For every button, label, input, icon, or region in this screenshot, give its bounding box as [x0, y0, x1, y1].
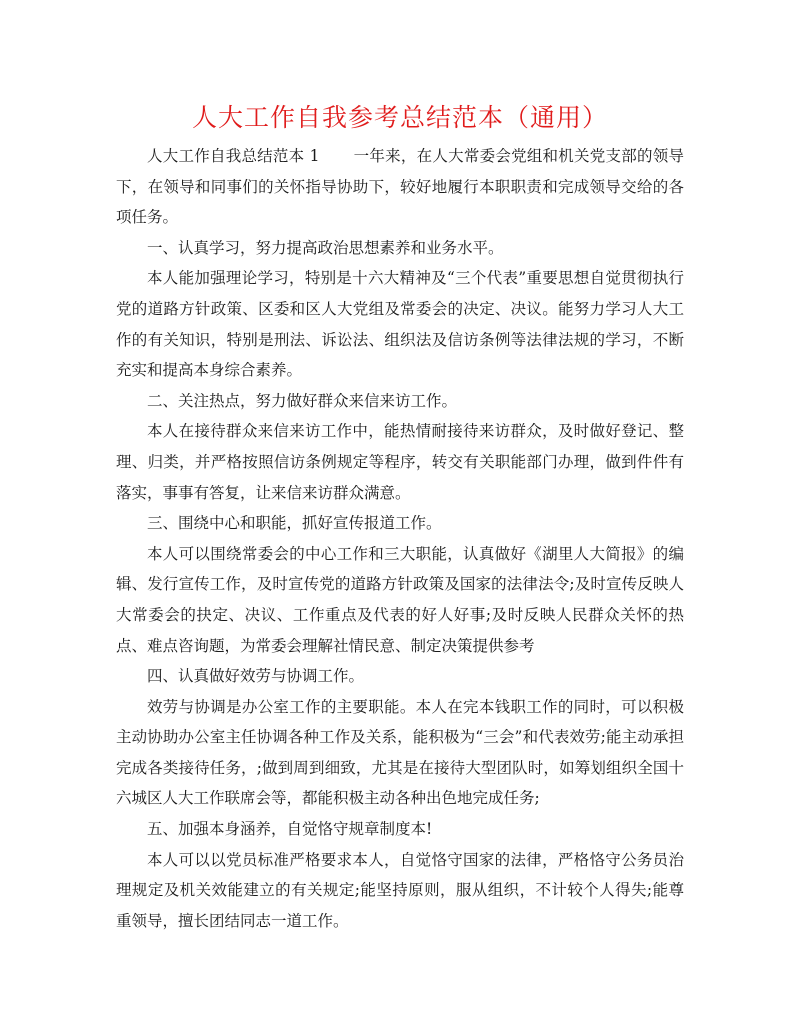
intro-text: 一年来，在人大常委会党组和机关党支部的领导下，在领导和同事们的关怀指导协助下，较好地履行本职职责和完成领导交给的各项任务。	[116, 147, 684, 227]
section-body-2: 本人在接待群众来信来访工作中，能热情耐接待来访群众，及时做好登记、整理、归类，并严格按照信访条例规定等程序，转交有关职能部门办理，做到件件有落实，事事有答复，让来信来访群众满意。	[116, 422, 684, 502]
section-heading-2: 二、关注热点，努力做好群众来信来访工作。	[147, 391, 458, 410]
section-body-1: 本人能加强理论学习，特别是十六大精神及“三个代表”重要思想自觉贯彻执行党的道路方针政策、区委和区人大党组及常委会的决定、决议。能努力学习人大工作的有关知识，特别是刑法、诉讼法、组织法及信访条例等法律法规的学习，不断充实和提高本身综合素养。	[116, 269, 684, 380]
intro-label: 人大工作自我总结范本 1	[147, 147, 320, 165]
section-heading-1: 一、认真学习，努力提高政治思想素养和业务水平。	[147, 238, 504, 257]
section-body-4: 效劳与协调是办公室工作的主要职能。本人在完本钱职工作的同时，可以积极主动协助办公室主任协调各种工作及关系，能积极为“三会”和代表效劳;能主动承担完成各类接待任务，;做到周到细致，尤其是在接待大型团队时，如筹划组织全国十六城区人大工作联席会等，都能积极主动各种出色地完成任务;	[116, 697, 684, 808]
section-heading-3: 三、围绕中心和职能，抓好宣传报道工作。	[147, 514, 442, 533]
document-body	[116, 141, 684, 936]
section-heading-4: 四、认真做好效劳与协调工作。	[147, 667, 365, 686]
section-body-3: 本人可以围绕常委会的中心工作和三大职能，认真做好《湖里人大简报》的编辑、发行宣传工作，及时宣传党的道路方针政策及国家的法律法令;及时宣传反映人大常委会的抉定、决议、工作重点及代表的好人好事;及时反映人民群众关怀的热点、难点咨询题，为常委会理解社情民意、制定决策提供参考	[116, 544, 684, 655]
document-title: 人大工作自我参考总结范本（通用）	[191, 103, 608, 132]
section-heading-5: 五、加强本身涵养，自觉恪守规章制度本!	[147, 820, 433, 839]
intro-paragraph	[116, 141, 684, 233]
section-body-5: 本人可以以党员标准严格要求本人，自觉恪守国家的法律，严格恪守公务员治理规定及机关效能建立的有关规定;能坚持原则，服从组织，不计较个人得失;能尊重领导，擅长团结同志一道工作。	[116, 850, 684, 930]
